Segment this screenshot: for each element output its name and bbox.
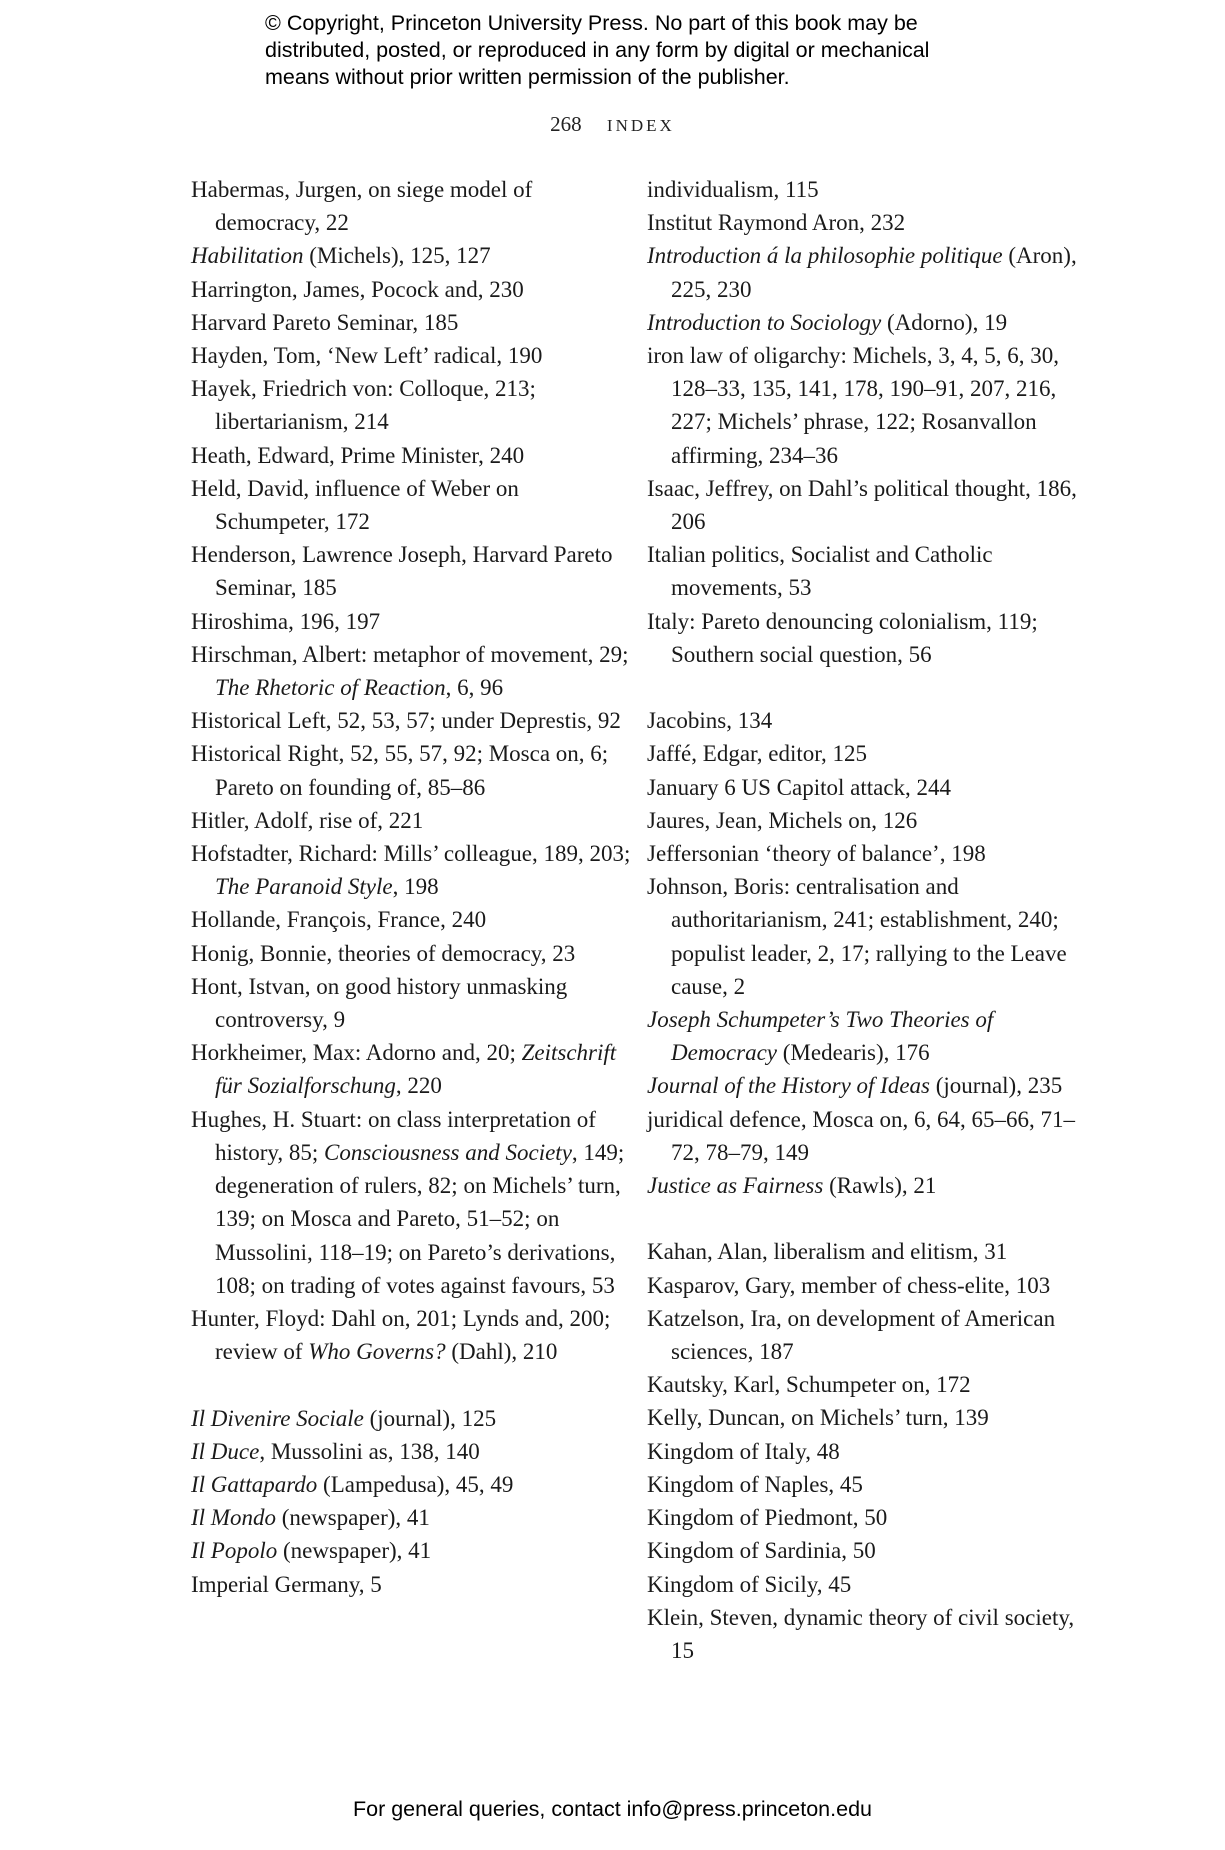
- index-entry-text: Jacobins, 134: [647, 708, 773, 734]
- index-entry-text: , 149; degeneration of rulers, 82; on Michels’ turn, 139; on Mosca and Pareto, 51–52; on Mussolini, 118–19; on Pareto’s derivations, 108; on trading of votes against favours, 53: [215, 1139, 625, 1298]
- index-entry-text: (Lampedusa), 45, 49: [317, 1471, 514, 1497]
- index-entry: [647, 605, 1077, 671]
- index-entry-text: Italian politics, Socialist and Catholic movements, 53: [647, 542, 993, 601]
- index-entry: [647, 339, 1077, 472]
- index-entry: [647, 771, 1077, 804]
- index-entry-text: (journal), 125: [363, 1405, 497, 1431]
- index-entry: [647, 704, 1077, 737]
- index-entry-text: Henderson, Lawrence Joseph, Harvard Pareto Seminar, 185: [191, 542, 613, 601]
- index-entry: [191, 1036, 631, 1102]
- index-entry-text: Harrington, James, Pocock and, 230: [191, 276, 524, 302]
- index-entry-text: (Medearis), 176: [777, 1040, 930, 1066]
- index-entry-title: Justice as Fairness: [647, 1173, 824, 1199]
- section-title: INDEX: [606, 116, 675, 135]
- index-entry-text: individualism, 115: [647, 177, 819, 202]
- index-entry: [191, 1534, 631, 1567]
- copyright-line: means without prior written permission of the publisher.: [265, 65, 790, 89]
- index-entry: [191, 173, 631, 239]
- index-entry: [647, 1103, 1077, 1169]
- index-entry: [647, 837, 1077, 870]
- index-entry-text: Johnson, Boris: centralisation and authoritarianism, 241; establishment, 240; populist leader, 2, 17; rallying to the Leave cause, 2: [647, 874, 1067, 999]
- index-entry: [647, 1568, 1077, 1601]
- index-entry-text: (Dahl), 210: [445, 1339, 558, 1365]
- index-entry: [191, 1501, 631, 1534]
- index-entry-title: Zeitschrift für Sozialforschung: [215, 1040, 617, 1099]
- index-entry-text: Hayek, Friedrich von: Colloque, 213; libertarianism, 214: [191, 376, 536, 435]
- index-entry-text: Heath, Edward, Prime Minister, 240: [191, 442, 525, 468]
- copyright-notice: [265, 10, 1025, 91]
- copyright-line: © Copyright, Princeton University Press. No part of this book may be: [265, 11, 918, 35]
- index-entry-text: (Michels), 125, 127: [303, 243, 491, 269]
- index-entry: [647, 1401, 1077, 1434]
- index-entry: [191, 306, 631, 339]
- letter-group-gap: [647, 1202, 1077, 1235]
- index-entry-text: Hiroshima, 196, 197: [191, 608, 381, 634]
- index-entry-title: Il Mondo: [191, 1505, 276, 1531]
- index-entry-text: Jaures, Jean, Michels on, 126: [647, 807, 918, 833]
- index-entry-text: Hitler, Adolf, rise of, 221: [191, 807, 424, 833]
- index-entry: [647, 1269, 1077, 1302]
- index-entry-text: (Aron), 225, 230: [671, 243, 1077, 302]
- index-entry: [647, 1235, 1077, 1268]
- index-entry: [647, 1368, 1077, 1401]
- index-entry: [647, 206, 1077, 239]
- index-entry-text: (Adorno), 19: [881, 309, 1008, 335]
- index-entry: [647, 1003, 1077, 1069]
- index-entry: [647, 737, 1077, 770]
- index-entry-text: Imperial Germany, 5: [191, 1571, 382, 1597]
- copyright-line: distributed, posted, or reproduced in any form by digital or mechanical: [265, 38, 930, 62]
- index-column-left: [191, 173, 631, 1601]
- index-entry-text: Hont, Istvan, on good history unmasking controversy, 9: [191, 973, 568, 1033]
- index-entry-text: Klein, Steven, dynamic theory of civil society, 15: [647, 1604, 1075, 1663]
- index-entry-title: Il Popolo: [191, 1538, 278, 1564]
- index-entry: [647, 1501, 1077, 1534]
- index-entry: [191, 472, 631, 538]
- letter-group-gap: [191, 1368, 631, 1401]
- index-entry: [191, 638, 631, 704]
- index-entry-text: Italy: Pareto denouncing colonialism, 119; Southern social question, 56: [647, 608, 1038, 667]
- index-entry-text: Hunter, Floyd: Dahl on, 201; Lynds and, 200; review of: [191, 1305, 611, 1365]
- index-entry-title: Who Governs?: [308, 1339, 446, 1365]
- index-entry: [191, 804, 631, 837]
- index-entry: [191, 1435, 631, 1468]
- index-entry-title: The Rhetoric of Reaction: [215, 675, 446, 701]
- index-entry: [647, 306, 1077, 339]
- index-entry: [647, 870, 1077, 1003]
- letter-group-gap: [647, 671, 1077, 704]
- index-entry-text: Kingdom of Italy, 48: [647, 1438, 840, 1464]
- index-entry-text: , 198: [392, 874, 439, 900]
- index-entry-text: Horkheimer, Max: Adorno and, 20;: [191, 1040, 522, 1066]
- index-entry: [647, 472, 1077, 538]
- index-entry-text: Jaffé, Edgar, editor, 125: [647, 741, 867, 767]
- index-entry-text: Historical Right, 52, 55, 57, 92; Mosca on, 6; Pareto on founding of, 85–86: [191, 741, 609, 800]
- index-entry-text: (newspaper), 41: [275, 1505, 430, 1531]
- index-entry: [647, 804, 1077, 837]
- index-entry: [647, 1169, 1077, 1202]
- index-entry-text: Isaac, Jeffrey, on Dahl’s political thought, 186, 206: [647, 475, 1077, 535]
- index-entry: [191, 1402, 631, 1435]
- index-entry-text: Kingdom of Sicily, 45: [647, 1571, 852, 1597]
- index-entry-title: Habilitation: [191, 243, 304, 269]
- index-entry-text: Kelly, Duncan, on Michels’ turn, 139: [647, 1405, 989, 1431]
- index-entry: [191, 439, 631, 472]
- index-entry: [191, 1103, 631, 1302]
- index-entry-title: Introduction to Sociology: [647, 309, 882, 335]
- index-entry-text: Harvard Pareto Seminar, 185: [191, 309, 459, 335]
- index-entry-title: Il Duce: [191, 1438, 260, 1464]
- index-entry: [647, 1302, 1077, 1368]
- index-entry-text: juridical defence, Mosca on, 6, 64, 65–66, 71–72, 78–79, 149: [647, 1106, 1075, 1165]
- index-entry: [191, 273, 631, 306]
- index-entry: [191, 239, 631, 272]
- index-entry: [191, 538, 631, 604]
- index-entry: [647, 239, 1077, 305]
- contact-footer: For general queries, contact info@press.princeton.edu: [352, 1797, 872, 1821]
- index-entry-text: Habermas, Jurgen, on siege model of democracy, 22: [191, 177, 533, 236]
- index-entry-text: , 6, 96: [445, 675, 504, 701]
- index-entry: [191, 372, 631, 438]
- index-entry-text: Kasparov, Gary, member of chess-elite, 103: [647, 1272, 1051, 1298]
- index-entry: [191, 837, 631, 903]
- index-entry: [191, 1302, 631, 1368]
- index-entry: [191, 937, 631, 970]
- index-entry: [191, 970, 631, 1036]
- index-entry-title: Joseph Schumpeter’s Two Theories of Democracy: [647, 1007, 994, 1066]
- index-entry-text: , Mussolini as, 138, 140: [259, 1438, 480, 1464]
- index-entry-text: iron law of oligarchy: Michels, 3, 4, 5, 6, 30, 128–33, 135, 141, 178, 190–91, 207, 216, 227; Michels’ phrase, 122; Rosanvallon affirming, 234–36: [647, 343, 1060, 468]
- index-entry-title: Il Gattapardo: [191, 1471, 318, 1497]
- index-entry: [191, 903, 631, 936]
- index-entry: [647, 1534, 1077, 1567]
- index-entry-title: Consciousness and Society: [324, 1139, 572, 1165]
- index-entry-text: Kingdom of Piedmont, 50: [647, 1505, 888, 1531]
- index-entry-text: Historical Left, 52, 53, 57; under Deprestis, 92: [191, 708, 621, 734]
- index-entry: [647, 173, 1077, 206]
- index-entry-text: January 6 US Capitol attack, 244: [647, 774, 952, 800]
- index-entry: [191, 704, 631, 737]
- index-entry: [191, 339, 631, 372]
- index-entry-text: Kahan, Alan, liberalism and elitism, 31: [647, 1239, 1008, 1265]
- index-entry-text: (newspaper), 41: [277, 1538, 432, 1564]
- index-entry-text: (Rawls), 21: [823, 1173, 937, 1199]
- index-entry-text: Hofstadter, Richard: Mills’ colleague, 189, 203;: [191, 841, 631, 867]
- index-entry-text: Hirschman, Albert: metaphor of movement, 29;: [191, 641, 629, 667]
- index-entry-text: Honig, Bonnie, theories of democracy, 23: [191, 940, 576, 966]
- index-entry-text: Held, David, influence of Weber on Schumpeter, 172: [191, 475, 519, 535]
- index-entry: [191, 605, 631, 638]
- index-entry: [647, 1435, 1077, 1468]
- index-entry-title: The Paranoid Style: [215, 874, 393, 900]
- index-entry-text: Hollande, François, France, 240: [191, 907, 487, 933]
- index-entry: [191, 1568, 631, 1601]
- index-entry-title: Journal of the History of Ideas: [647, 1073, 930, 1099]
- index-entry-text: Jeffersonian ‘theory of balance’, 198: [647, 841, 986, 867]
- index-entry-text: Hayden, Tom, ‘New Left’ radical, 190: [191, 343, 543, 369]
- page-number: 268: [550, 112, 582, 136]
- index-entry: [647, 538, 1077, 604]
- index-entry-text: Kautsky, Karl, Schumpeter on, 172: [647, 1372, 971, 1398]
- index-entry: [647, 1069, 1077, 1102]
- index-entry: [647, 1468, 1077, 1501]
- index-entry-text: Hughes, H. Stuart: on class interpretation of history, 85;: [191, 1106, 596, 1165]
- index-entry-title: Il Divenire Sociale: [191, 1405, 364, 1431]
- index-entry-text: Institut Raymond Aron, 232: [647, 210, 906, 236]
- index-entry: [191, 1468, 631, 1501]
- index-entry: [647, 1601, 1077, 1667]
- index-entry-text: Katzelson, Ira, on development of American sciences, 187: [647, 1305, 1056, 1365]
- index-entry-title: Introduction á la philosophie politique: [647, 243, 1003, 269]
- index-entry-text: Kingdom of Sardinia, 50: [647, 1538, 876, 1564]
- index-entry: [191, 737, 631, 803]
- index-entry-text: Kingdom of Naples, 45: [647, 1471, 863, 1497]
- index-column-right: [647, 173, 1077, 1667]
- index-entry-text: , 220: [395, 1073, 442, 1099]
- running-head: [0, 112, 1225, 137]
- index-entry-text: (journal), 235: [930, 1073, 1063, 1099]
